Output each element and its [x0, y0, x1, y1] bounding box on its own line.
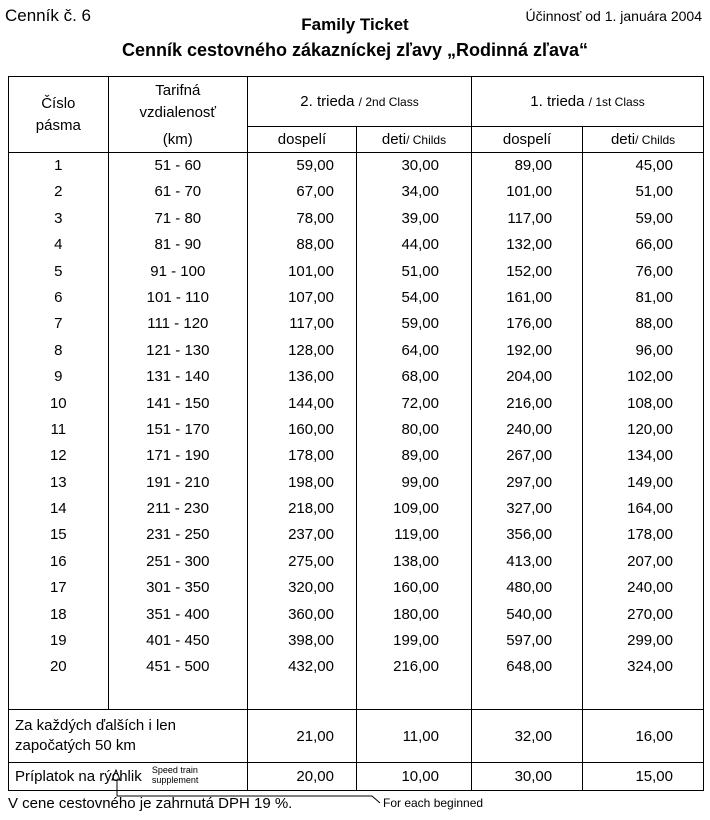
header-row-2	[9, 127, 704, 153]
supplement-label-en	[152, 765, 199, 785]
class1-child-price: 102,00	[627, 368, 673, 386]
class2-adult-price: 432,00	[288, 658, 334, 676]
supplement-row	[9, 763, 704, 791]
distance-cell: 101 - 110	[146, 288, 209, 306]
class1-adult-price: 152,00	[506, 262, 553, 280]
distance-cell: 451 - 500	[146, 658, 210, 676]
class1-adult-price: 117,00	[507, 209, 553, 227]
class2-child-price: 51,00	[401, 262, 439, 280]
zone-header-line1: Číslo	[41, 94, 76, 112]
tariff-table	[8, 76, 704, 791]
class2-adult-price: 178,00	[288, 447, 334, 465]
class2-children-label-en: / Childs	[406, 133, 447, 147]
effective-date: Účinnosť od 1. januára 2004	[525, 8, 702, 24]
class2-child-price: 119,00	[394, 526, 439, 544]
class2-adult-price: 275,00	[288, 552, 334, 570]
class1-child-price: 108,00	[627, 394, 673, 412]
distance-cell: 61 - 70	[154, 183, 202, 201]
extra-class2-child: 11,00	[356, 710, 471, 763]
class1-child-price: 149,00	[627, 473, 673, 491]
class2-child-price: 39,00	[401, 209, 439, 227]
supplement-label-cell	[9, 763, 248, 791]
distance-header	[108, 77, 247, 127]
distance-cell: 51 - 60	[154, 157, 202, 174]
class1-adult-price: 89,00	[514, 157, 553, 174]
class2-adult-price: 59,00	[296, 157, 334, 174]
class1-child-price: 134,00	[627, 447, 673, 465]
class2-adult-price: 398,00	[288, 632, 334, 650]
class2-child-price: 180,00	[393, 605, 439, 623]
class1-child-price: 66,00	[635, 236, 673, 254]
class1-adult-price: 176,00	[506, 315, 553, 333]
distance-cell: 211 - 230	[146, 500, 209, 518]
distance-unit: (km)	[108, 127, 247, 153]
class2-child-price: 138,00	[393, 552, 439, 570]
class2-adult-price: 88,00	[296, 236, 334, 254]
distance-cell: 151 - 170	[146, 420, 210, 438]
class1-child-price: 207,00	[627, 552, 673, 570]
distance-cell: 191 - 210	[146, 473, 210, 491]
zone-cell: 15	[49, 526, 67, 544]
class1-adult-price: 267,00	[506, 447, 553, 465]
supplement-class2-child: 10,00	[356, 763, 471, 791]
class2-child-price: 44,00	[401, 236, 439, 254]
extra-class1-child: 16,00	[583, 710, 704, 763]
class1-child-price: 324,00	[627, 658, 673, 676]
zone-cell: 11	[50, 420, 67, 438]
zone-cell: 5	[54, 262, 63, 280]
distance-cell: 401 - 450	[146, 632, 210, 650]
title-english: Family Ticket	[301, 15, 409, 34]
distance-cell: 351 - 400	[146, 605, 210, 623]
class1-child-price: 59,00	[635, 209, 673, 227]
zone-column	[9, 153, 109, 710]
class2-child-price: 30,00	[401, 157, 439, 174]
class1-adult-column	[472, 153, 583, 710]
class2-child-price: 109,00	[393, 500, 439, 518]
extra-label-line2: započatých 50 km	[15, 737, 136, 754]
header-row-1	[9, 77, 704, 127]
class1-child-price: 164,00	[627, 500, 673, 518]
extra-50km-row	[9, 710, 704, 763]
class2-child-column	[356, 153, 471, 710]
class2-adult-price: 320,00	[288, 579, 334, 597]
class2-adult-price: 78,00	[296, 209, 334, 227]
supplement-class2-adult: 20,00	[248, 763, 357, 791]
class2-label: 2. trieda	[300, 93, 355, 110]
class1-child-price: 81,00	[635, 288, 673, 306]
extra-class1-adult: 32,00	[472, 710, 583, 763]
class2-adult-price: 144,00	[288, 394, 334, 412]
zone-cell: 17	[49, 579, 67, 597]
distance-cell: 111 - 120	[147, 315, 209, 333]
class1-child-price: 76,00	[635, 262, 673, 280]
class1-label-en: / 1st Class	[588, 95, 645, 109]
supplement-label-en-line2: supplement	[151, 774, 199, 785]
extra-50km-label	[9, 710, 248, 763]
class2-child-price: 64,00	[401, 341, 439, 359]
class1-adult-price: 648,00	[506, 658, 553, 676]
distance-cell: 251 - 300	[146, 552, 210, 570]
class2-child-price: 199,00	[393, 632, 439, 650]
class2-child-price: 99,00	[401, 473, 439, 491]
class2-child-price: 72,00	[401, 394, 439, 412]
class1-child-price: 299,00	[627, 632, 673, 650]
class1-child-price: 88,00	[635, 315, 673, 333]
zone-cell: 12	[49, 447, 67, 465]
zone-cell: 6	[54, 288, 63, 306]
class1-adult-price: 356,00	[506, 526, 553, 544]
document-number: Cenník č. 6	[5, 6, 91, 25]
class1-children-label: deti	[610, 131, 636, 148]
class1-adult-price: 240,00	[506, 420, 553, 438]
class1-adult-price: 216,00	[506, 394, 553, 412]
class1-adult-price: 101,00	[506, 183, 553, 201]
zone-cell: 10	[49, 394, 67, 412]
class2-adult-price: 237,00	[288, 526, 334, 544]
distance-cell: 301 - 350	[146, 579, 210, 597]
class1-children-header	[583, 127, 704, 153]
zone-cell: 8	[54, 341, 63, 359]
extra-class2-adult: 21,00	[248, 710, 357, 763]
zone-cell: 20	[49, 658, 67, 676]
zone-header-line2: pásma	[35, 116, 81, 134]
class2-child-price: 216,00	[393, 658, 439, 676]
zone-cell: 4	[54, 236, 63, 254]
class1-adult-price: 413,00	[506, 552, 553, 570]
class1-adult-price: 132,00	[506, 236, 553, 254]
class1-child-column	[583, 153, 704, 710]
distance-cell: 81 - 90	[154, 236, 202, 254]
class1-child-price: 270,00	[627, 605, 673, 623]
class1-children-label-en: / Childs	[635, 133, 676, 147]
class2-label-en: / 2nd Class	[358, 95, 419, 109]
class1-child-price: 96,00	[635, 341, 673, 359]
zone-cell: 16	[49, 552, 67, 570]
supplement-label-en-line1: Speed train	[151, 764, 198, 775]
class1-adult-price: 192,00	[506, 341, 553, 359]
class1-adult-price: 204,00	[506, 368, 553, 386]
class1-child-price: 51,00	[635, 183, 673, 201]
class2-child-price: 80,00	[401, 420, 439, 438]
distance-cell: 171 - 190	[146, 447, 210, 465]
class2-child-price: 54,00	[401, 288, 439, 306]
class2-children-label: deti	[381, 131, 407, 148]
class2-children-header	[356, 127, 471, 153]
class2-adult-price: 128,00	[288, 341, 334, 359]
supplement-class1-child: 15,00	[583, 763, 704, 791]
supplement-label: Príplatok na rýchlik	[15, 767, 142, 785]
distance-header-line1: Tarifná	[155, 81, 201, 99]
class1-adult-price: 297,00	[506, 473, 553, 491]
for-each-note: For each beginned	[383, 796, 484, 810]
distance-cell: 231 - 250	[146, 526, 210, 544]
distance-cell: 121 - 130	[146, 341, 210, 359]
class1-child-price: 120,00	[627, 420, 673, 438]
class2-header	[248, 77, 472, 127]
zone-cell: 3	[54, 209, 63, 227]
class2-adult-price: 136,00	[288, 368, 334, 386]
distance-header-line2: vzdialenosť	[139, 103, 217, 121]
class2-adult-price: 198,00	[288, 473, 334, 491]
class2-adult-price: 107,00	[288, 288, 334, 306]
class1-child-price: 45,00	[635, 157, 673, 174]
zone-cell: 1	[54, 157, 63, 174]
class1-adult-price: 480,00	[506, 579, 553, 597]
class2-child-price: 160,00	[393, 579, 439, 597]
class1-adult-price: 161,00	[506, 288, 553, 306]
class2-adults-header: dospelí	[248, 127, 357, 153]
class2-adult-price: 160,00	[288, 420, 334, 438]
zone-cell: 13	[49, 473, 67, 491]
class2-child-price: 89,00	[401, 447, 439, 465]
class2-adult-price: 360,00	[288, 605, 334, 623]
class2-child-price: 68,00	[401, 368, 439, 386]
zone-header	[9, 77, 109, 153]
zone-cell: 2	[54, 183, 63, 201]
distance-cell: 141 - 150	[146, 394, 210, 412]
zone-cell: 9	[54, 368, 63, 386]
class2-adult-price: 117,00	[289, 315, 334, 333]
zone-cell: 19	[49, 632, 67, 650]
class2-adult-price: 218,00	[288, 500, 334, 518]
class1-adults-header: dospelí	[472, 127, 583, 153]
class2-child-price: 34,00	[401, 183, 439, 201]
price-rows	[9, 153, 704, 710]
supplement-class1-adult: 30,00	[472, 763, 583, 791]
zone-cell: 18	[49, 605, 67, 623]
class1-label: 1. trieda	[530, 93, 585, 110]
class2-adult-price: 67,00	[296, 183, 334, 201]
class1-child-price: 178,00	[627, 526, 673, 544]
class1-child-price: 240,00	[627, 579, 673, 597]
distance-cell: 131 - 140	[146, 368, 210, 386]
distance-cell: 91 - 100	[150, 262, 206, 280]
extra-label-line1: Za každých ďalších i len	[15, 717, 176, 734]
class1-adult-price: 540,00	[506, 605, 553, 623]
zone-cell: 14	[49, 500, 67, 518]
class2-adult-price: 101,00	[288, 262, 334, 280]
vat-note: V cene cestovného je zahrnutá DPH 19 %.	[8, 795, 293, 812]
class1-header	[472, 77, 704, 127]
class2-adult-column	[248, 153, 357, 710]
zone-cell: 7	[54, 315, 63, 333]
distance-cell: 71 - 80	[154, 209, 202, 227]
class1-adult-price: 327,00	[506, 500, 553, 518]
title-slovak: Cenník cestovného zákazníckej zľavy „Rodinná zľava“	[121, 40, 589, 60]
class2-child-price: 59,00	[401, 315, 439, 333]
class1-adult-price: 597,00	[506, 632, 553, 650]
distance-column	[108, 153, 247, 710]
